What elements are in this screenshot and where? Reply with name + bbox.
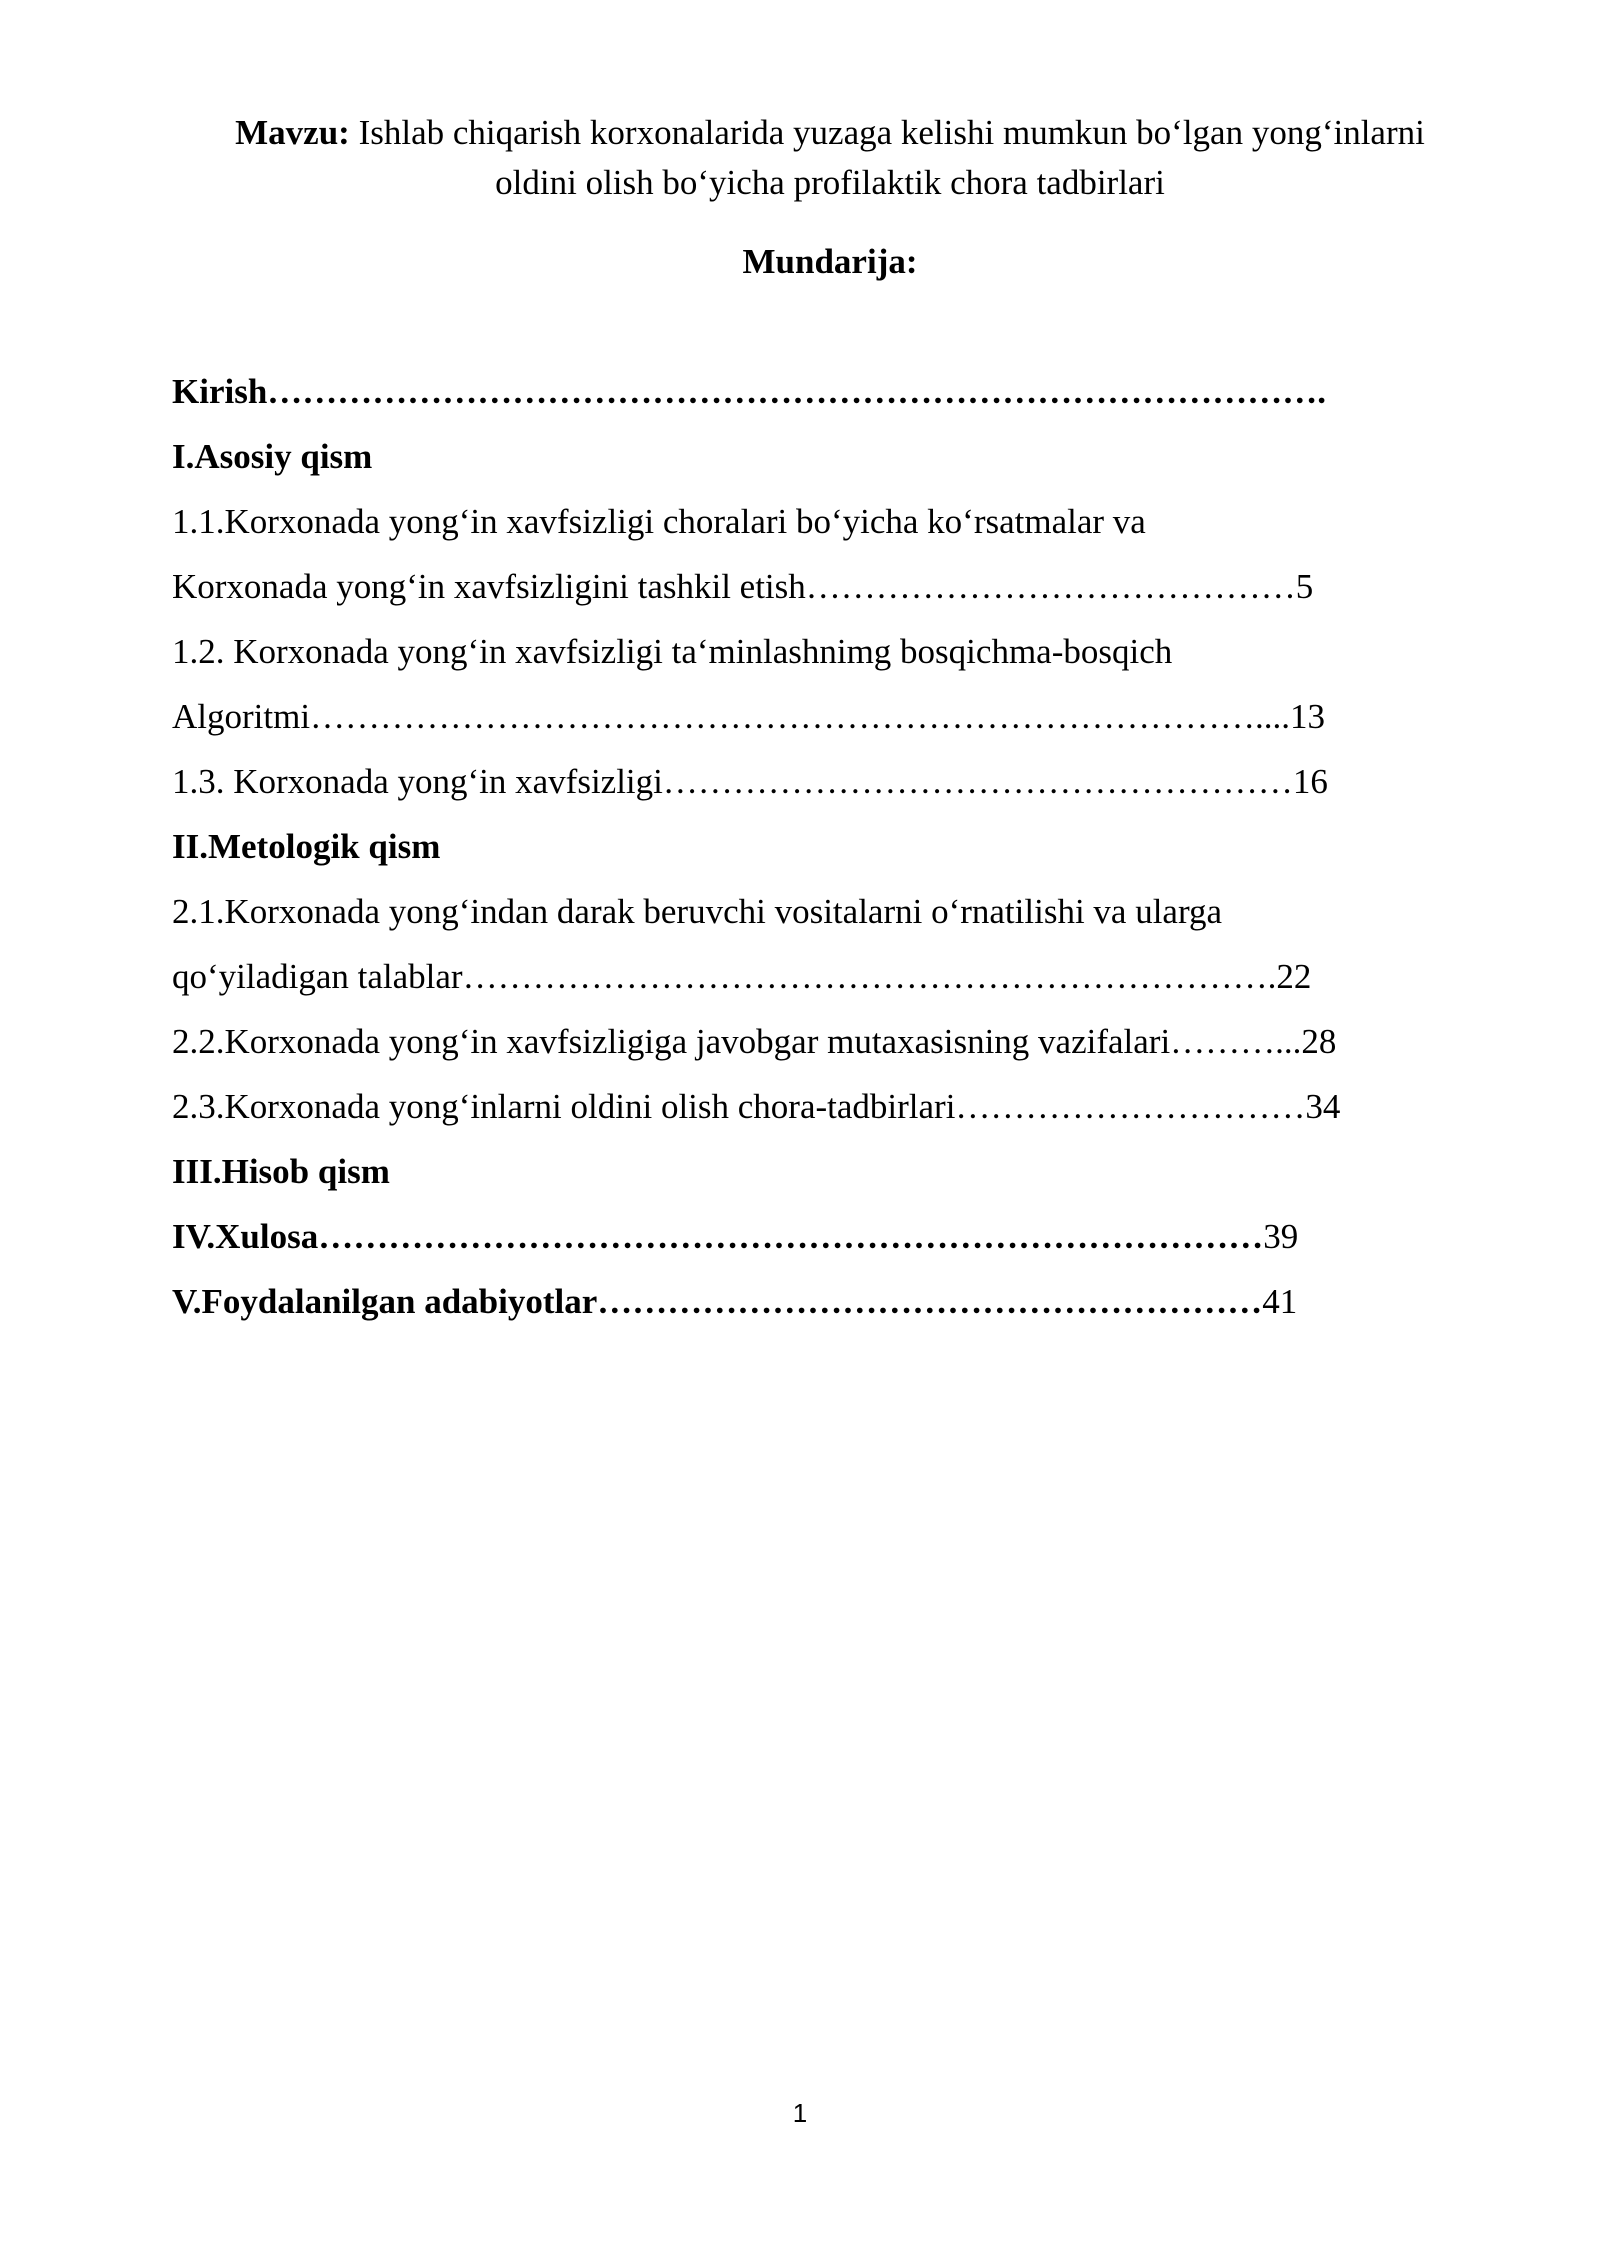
toc-entry-1-2-line-1: 1.2. Korxonada yong‘in xavfsizligi ta‘minlashnimg bosqichma-bosqich [172, 632, 1173, 671]
toc-entry-2-1-line-2: qo‘yiladigan talablar…………………………………………………………….22 [172, 957, 1312, 996]
topic-text-part-1: Ishlab chiqarish korxonalarida yuzaga kelishi mumkun bo‘lgan yong‘inlarni [349, 113, 1425, 152]
topic-title [150, 108, 1510, 208]
toc-part-4-page: 39 [1263, 1217, 1299, 1256]
toc-part-5-label: V.Foydalanilgan adabiyotlar………………………………………………… [172, 1282, 1263, 1321]
toc-entry-2-2: 2.2.Korxonada yong‘in xavfsizligiga javobgar mutaxasisning vazifalari………...28 [172, 1022, 1337, 1061]
toc-entry-1-2-line-2: Algoritmi………………………………………………………………………....13 [172, 697, 1326, 736]
page-number: 1 [792, 2098, 808, 2128]
toc-entry-kirish: Kirish………………………………………………………………………………. [172, 372, 1327, 411]
topic-title-line-1 [150, 108, 1510, 158]
contents-heading: Mundarija: [742, 242, 918, 281]
toc-part-5 [172, 1277, 1297, 1327]
toc-part-3: III.Hisob qism [172, 1152, 390, 1191]
toc-part-4 [172, 1212, 1298, 1262]
toc-entry-1-1-line-1: 1.1.Korxonada yong‘in xavfsizligi choralari bo‘yicha ko‘rsatmalar va [172, 502, 1146, 541]
topic-title-line-2: oldini olish bo‘yicha profilaktik chora tadbirlari [495, 163, 1165, 202]
toc-part-5-page: 41 [1262, 1282, 1298, 1321]
toc-part-4-label: IV.Xulosa……………………………………………………………………… [172, 1217, 1264, 1256]
topic-label: Mavzu: [235, 113, 350, 152]
toc-entry-1-3: 1.3. Korxonada yong‘in xavfsizligi………………………………………………16 [172, 762, 1328, 801]
toc-part-1: I.Asosiy qism [172, 437, 373, 476]
toc-entry-2-1-line-1: 2.1.Korxonada yong‘indan darak beruvchi vositalarni o‘rnatilishi va ularga [172, 892, 1223, 931]
toc-entry-1-1-line-2: Korxonada yong‘in xavfsizligini tashkil etish……………………………………5 [172, 567, 1314, 606]
toc-part-2: II.Metologik qism [172, 827, 441, 866]
toc-entry-2-3: 2.3.Korxonada yong‘inlarni oldini olish chora-tadbirlari…………………………34 [172, 1087, 1341, 1126]
